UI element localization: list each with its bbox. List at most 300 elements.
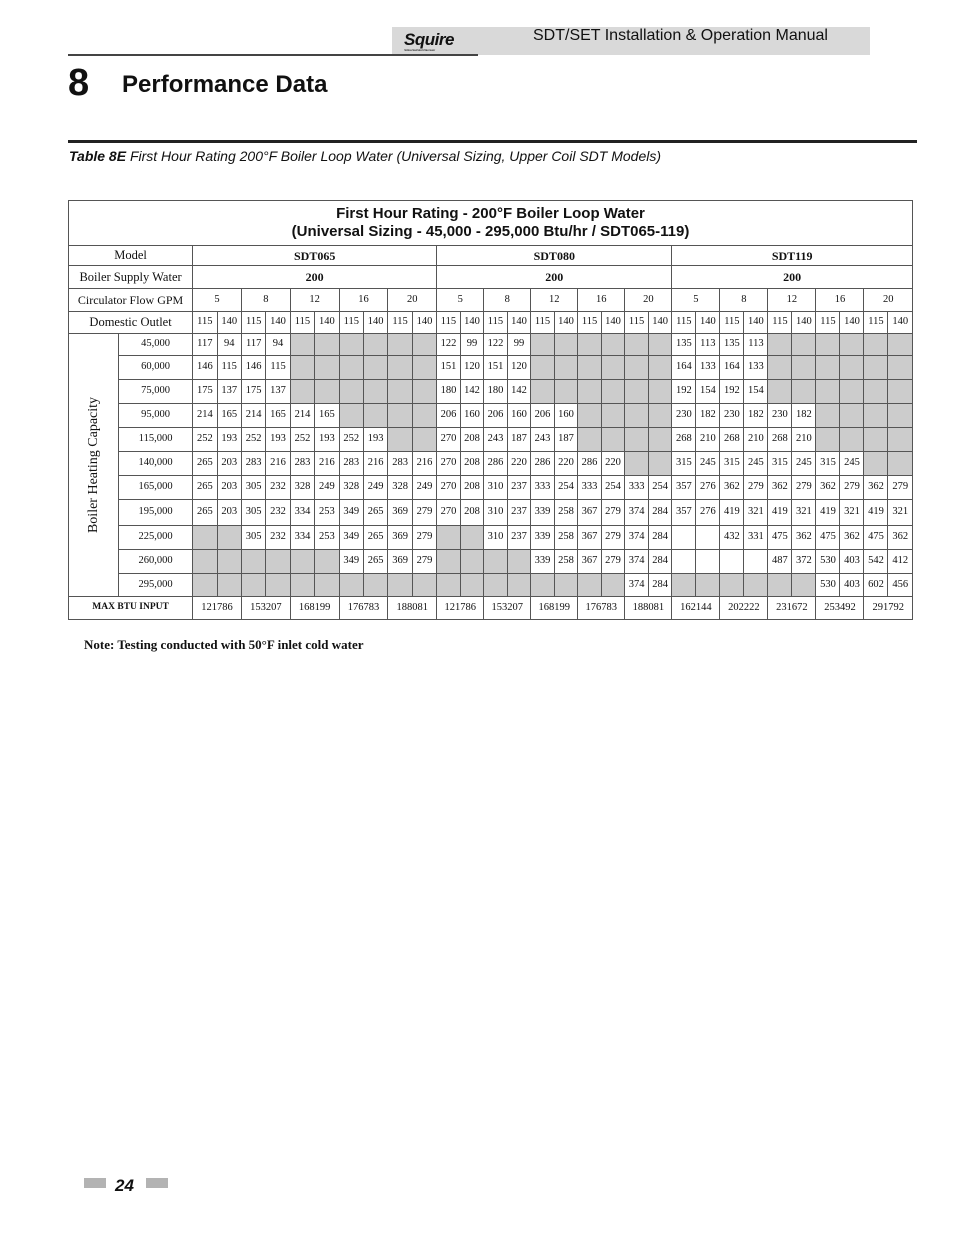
rating-cell: 120: [507, 356, 531, 380]
logo-tagline: Stainless Steel Indirect Water Heater: [404, 48, 435, 52]
rating-cell: 99: [460, 334, 484, 356]
na-cell: [193, 526, 217, 550]
rating-cell: 113: [696, 334, 720, 356]
na-cell: [864, 428, 888, 452]
rating-cell: 203: [217, 476, 241, 500]
rating-cell: 115: [266, 356, 290, 380]
rating-cell: 216: [266, 452, 290, 476]
outlet-temp-cell: 140: [601, 312, 625, 334]
na-cell: [388, 574, 412, 597]
max-btu-label: MAX BTU INPUT: [69, 597, 193, 620]
na-cell: [744, 574, 768, 597]
rating-cell: 419: [816, 500, 840, 526]
na-cell: [816, 428, 840, 452]
rating-cell: 265: [193, 476, 217, 500]
rating-cell: 321: [744, 500, 768, 526]
na-cell: [578, 428, 602, 452]
na-cell: [625, 356, 649, 380]
rating-cell: 245: [744, 452, 768, 476]
rating-cell: 253: [315, 526, 339, 550]
na-cell: [315, 356, 339, 380]
flow-gpm-cell: 16: [339, 289, 388, 312]
na-cell: [507, 574, 531, 597]
flow-gpm-cell: 16: [578, 289, 625, 312]
na-cell: [625, 334, 649, 356]
max-btu-value: 291792: [864, 597, 913, 620]
model-label: Model: [69, 246, 193, 266]
na-cell: [554, 574, 578, 597]
rating-cell: 254: [554, 476, 578, 500]
rating-cell: 122: [484, 334, 508, 356]
rating-cell: 279: [412, 550, 436, 574]
rating-cell: 187: [507, 428, 531, 452]
rating-cell: 305: [241, 476, 265, 500]
na-cell: [625, 452, 649, 476]
na-cell: [217, 550, 241, 574]
rating-cell: 208: [460, 476, 484, 500]
rating-cell: 349: [339, 526, 363, 550]
rating-cell: [696, 526, 720, 550]
rating-cell: 374: [625, 526, 649, 550]
rating-cell: 321: [888, 500, 913, 526]
flow-gpm-cell: 8: [241, 289, 290, 312]
rating-cell: 315: [720, 452, 744, 476]
na-cell: [241, 574, 265, 597]
na-cell: [578, 356, 602, 380]
na-cell: [266, 550, 290, 574]
na-cell: [290, 334, 314, 356]
manual-title: SDT/SET Installation & Operation Manual: [533, 27, 828, 44]
na-cell: [290, 380, 314, 404]
outlet-temp-cell: 115: [388, 312, 412, 334]
na-cell: [625, 404, 649, 428]
na-cell: [412, 428, 436, 452]
na-cell: [315, 550, 339, 574]
supply-temp-sdt080: 200: [437, 266, 672, 289]
rating-cell: 475: [816, 526, 840, 550]
rating-cell: 265: [193, 500, 217, 526]
na-cell: [554, 356, 578, 380]
rating-cell: 367: [578, 550, 602, 574]
outlet-temp-cell: 140: [507, 312, 531, 334]
rating-cell: 142: [460, 380, 484, 404]
na-cell: [840, 404, 864, 428]
rating-cell: 245: [696, 452, 720, 476]
na-cell: [888, 356, 913, 380]
na-cell: [193, 550, 217, 574]
rating-cell: 122: [437, 334, 461, 356]
max-btu-value: 153207: [484, 597, 531, 620]
na-cell: [460, 550, 484, 574]
table-row: [69, 452, 913, 476]
flow-gpm-cell: 20: [388, 289, 437, 312]
rating-cell: 268: [768, 428, 792, 452]
rating-cell: 270: [437, 500, 461, 526]
rating-cell: 362: [840, 526, 864, 550]
rating-cell: 362: [792, 526, 816, 550]
na-cell: [601, 574, 625, 597]
rating-cell: 328: [290, 476, 314, 500]
page-number: 24: [115, 1176, 134, 1195]
na-cell: [388, 334, 412, 356]
outlet-temp-cell: 115: [531, 312, 555, 334]
rating-cell: 412: [888, 550, 913, 574]
rating-cell: 374: [625, 550, 649, 574]
rating-cell: 237: [507, 526, 531, 550]
table-row: [69, 404, 913, 428]
rating-cell: 220: [554, 452, 578, 476]
rating-cell: 206: [531, 404, 555, 428]
rating-cell: 284: [648, 526, 672, 550]
rating-cell: 182: [696, 404, 720, 428]
capacity-value: 115,000: [119, 428, 193, 452]
rating-cell: 283: [388, 452, 412, 476]
rating-cell: 315: [816, 452, 840, 476]
rating-cell: [744, 550, 768, 574]
flow-gpm-cell: 5: [193, 289, 242, 312]
rating-cell: 203: [217, 500, 241, 526]
rating-cell: 310: [484, 526, 508, 550]
outlet-temp-cell: 115: [193, 312, 217, 334]
outlet-temp-cell: 115: [339, 312, 363, 334]
rating-cell: 362: [888, 526, 913, 550]
rating-cell: 133: [744, 356, 768, 380]
na-cell: [484, 550, 508, 574]
rating-cell: 252: [339, 428, 363, 452]
rating-cell: 237: [507, 476, 531, 500]
rating-cell: 203: [217, 452, 241, 476]
flow-gpm-cell: 5: [437, 289, 484, 312]
flow-gpm-cell: 12: [531, 289, 578, 312]
rating-cell: 362: [720, 476, 744, 500]
rating-cell: 328: [388, 476, 412, 500]
rating-cell: 276: [696, 476, 720, 500]
capacity-value: 45,000: [119, 334, 193, 356]
rating-cell: 232: [266, 476, 290, 500]
max-btu-value: 162144: [672, 597, 720, 620]
rating-cell: 339: [531, 526, 555, 550]
flow-gpm-cell: 8: [720, 289, 768, 312]
rating-cell: 220: [601, 452, 625, 476]
outlet-temp-cell: 140: [412, 312, 436, 334]
rating-cell: 135: [720, 334, 744, 356]
rating-cell: 258: [554, 500, 578, 526]
flow-gpm-cell: 12: [768, 289, 816, 312]
rating-cell: 214: [241, 404, 265, 428]
na-cell: [864, 334, 888, 356]
rating-cell: [720, 550, 744, 574]
na-cell: [601, 404, 625, 428]
rating-cell: 419: [720, 500, 744, 526]
rating-cell: 258: [554, 550, 578, 574]
rating-cell: 357: [672, 476, 696, 500]
na-cell: [339, 404, 363, 428]
na-cell: [531, 574, 555, 597]
rating-cell: 283: [290, 452, 314, 476]
rating-cell: 165: [217, 404, 241, 428]
na-cell: [266, 574, 290, 597]
section-number: 8: [68, 62, 90, 104]
na-cell: [315, 574, 339, 597]
na-cell: [437, 574, 461, 597]
rating-cell: 99: [507, 334, 531, 356]
outlet-temp-cell: 115: [720, 312, 744, 334]
rating-cell: 154: [696, 380, 720, 404]
rating-cell: 117: [193, 334, 217, 356]
table-title-line-1: First Hour Rating - 200°F Boiler Loop Water: [336, 205, 645, 222]
max-btu-value: 168199: [531, 597, 578, 620]
na-cell: [578, 574, 602, 597]
na-cell: [888, 334, 913, 356]
section-rule: [68, 140, 917, 143]
capacity-value: 195,000: [119, 500, 193, 526]
rating-cell: 252: [290, 428, 314, 452]
rating-cell: 249: [315, 476, 339, 500]
na-cell: [363, 404, 387, 428]
rating-cell: 160: [554, 404, 578, 428]
na-cell: [888, 428, 913, 452]
na-cell: [864, 380, 888, 404]
rating-cell: 530: [816, 550, 840, 574]
rating-cell: 286: [578, 452, 602, 476]
rating-cell: 349: [339, 500, 363, 526]
max-btu-row: [69, 597, 913, 620]
na-cell: [315, 380, 339, 404]
na-cell: [412, 404, 436, 428]
table-row: [69, 428, 913, 452]
rating-cell: 220: [507, 452, 531, 476]
supply-temp-sdt065: 200: [193, 266, 437, 289]
na-cell: [625, 380, 649, 404]
na-cell: [768, 334, 792, 356]
max-btu-value: 168199: [290, 597, 339, 620]
na-cell: [193, 574, 217, 597]
rating-cell: 362: [816, 476, 840, 500]
rating-cell: 237: [507, 500, 531, 526]
rating-cell: 333: [531, 476, 555, 500]
rating-cell: 208: [460, 500, 484, 526]
na-cell: [864, 404, 888, 428]
na-cell: [864, 452, 888, 476]
na-cell: [840, 356, 864, 380]
model-header-sdt080: SDT080: [437, 246, 672, 266]
rating-cell: 193: [363, 428, 387, 452]
na-cell: [290, 356, 314, 380]
rating-cell: 208: [460, 428, 484, 452]
capacity-value: 140,000: [119, 452, 193, 476]
outlet-temp-cell: 115: [672, 312, 696, 334]
rating-cell: 321: [840, 500, 864, 526]
rating-cell: 367: [578, 500, 602, 526]
rating-cell: 339: [531, 550, 555, 574]
na-cell: [601, 428, 625, 452]
rating-cell: 286: [531, 452, 555, 476]
outlet-temp-cell: 140: [363, 312, 387, 334]
na-cell: [840, 380, 864, 404]
rating-cell: 315: [768, 452, 792, 476]
na-cell: [792, 334, 816, 356]
rating-cell: 210: [744, 428, 768, 452]
rating-cell: 403: [840, 574, 864, 597]
rating-cell: 192: [672, 380, 696, 404]
flow-gpm-cell: 20: [625, 289, 672, 312]
outlet-temp-cell: 140: [648, 312, 672, 334]
table-row: [69, 574, 913, 597]
max-btu-value: 121786: [437, 597, 484, 620]
rating-cell: 115: [217, 356, 241, 380]
na-cell: [531, 356, 555, 380]
squire-logo: [404, 30, 476, 52]
na-cell: [531, 380, 555, 404]
capacity-value: 260,000: [119, 550, 193, 574]
na-cell: [437, 526, 461, 550]
outlet-temp-cell: 115: [578, 312, 602, 334]
rating-cell: 270: [437, 476, 461, 500]
na-cell: [554, 334, 578, 356]
max-btu-value: 176783: [578, 597, 625, 620]
na-cell: [290, 574, 314, 597]
na-cell: [217, 574, 241, 597]
na-cell: [460, 526, 484, 550]
rating-cell: 432: [720, 526, 744, 550]
rating-cell: 249: [363, 476, 387, 500]
outlet-temp-cell: 140: [696, 312, 720, 334]
rating-cell: 252: [193, 428, 217, 452]
capacity-axis-label: [69, 334, 119, 597]
rating-cell: 165: [266, 404, 290, 428]
na-cell: [363, 334, 387, 356]
na-cell: [625, 428, 649, 452]
outlet-temp-cell: 115: [241, 312, 265, 334]
rating-cell: 193: [315, 428, 339, 452]
rating-cell: 243: [484, 428, 508, 452]
rating-cell: 230: [672, 404, 696, 428]
rating-cell: 113: [744, 334, 768, 356]
na-cell: [840, 428, 864, 452]
rating-cell: 357: [672, 500, 696, 526]
na-cell: [507, 550, 531, 574]
rating-cell: 182: [792, 404, 816, 428]
rating-cell: 270: [437, 428, 461, 452]
na-cell: [648, 356, 672, 380]
outlet-temp-cell: 115: [864, 312, 888, 334]
capacity-value: 95,000: [119, 404, 193, 428]
rating-cell: 268: [672, 428, 696, 452]
rating-cell: 133: [696, 356, 720, 380]
rating-cell: 187: [554, 428, 578, 452]
rating-cell: 487: [768, 550, 792, 574]
capacity-axis-text: Boiler Heating Capacity: [85, 396, 101, 534]
table-caption: [69, 148, 661, 164]
na-cell: [412, 574, 436, 597]
model-header-sdt065: SDT065: [193, 246, 437, 266]
rating-cell: 283: [241, 452, 265, 476]
flow-gpm-cell: 20: [864, 289, 913, 312]
rating-cell: 310: [484, 476, 508, 500]
rating-cell: 135: [672, 334, 696, 356]
rating-cell: 180: [484, 380, 508, 404]
na-cell: [601, 334, 625, 356]
max-btu-value: 153207: [241, 597, 290, 620]
na-cell: [339, 334, 363, 356]
table-row: [69, 380, 913, 404]
na-cell: [648, 428, 672, 452]
rating-cell: 216: [315, 452, 339, 476]
header-rule: [68, 54, 478, 56]
rating-cell: 530: [816, 574, 840, 597]
rating-cell: 230: [768, 404, 792, 428]
flow-gpm-cell: 5: [672, 289, 720, 312]
outlet-temp-cell: 140: [744, 312, 768, 334]
rating-cell: 254: [601, 476, 625, 500]
rating-cell: [672, 526, 696, 550]
outlet-temp-cell: 115: [437, 312, 461, 334]
outlet-temp-cell: 140: [888, 312, 913, 334]
outlet-temp-cell: 140: [840, 312, 864, 334]
rating-cell: 180: [437, 380, 461, 404]
rating-cell: 403: [840, 550, 864, 574]
na-cell: [792, 356, 816, 380]
na-cell: [363, 574, 387, 597]
rating-cell: 362: [768, 476, 792, 500]
caption-text: First Hour Rating 200°F Boiler Loop Water (Universal Sizing, Upper Coil SDT Models): [126, 148, 662, 164]
rating-cell: 232: [266, 526, 290, 550]
na-cell: [840, 334, 864, 356]
logo-text: Squire: [404, 30, 454, 49]
outlet-temp-cell: 140: [792, 312, 816, 334]
rating-cell: 154: [744, 380, 768, 404]
na-cell: [388, 380, 412, 404]
table-title: [69, 201, 913, 246]
caption-label: Table 8E: [69, 148, 127, 164]
outlet-temp-cell: 140: [460, 312, 484, 334]
na-cell: [339, 356, 363, 380]
capacity-value: 165,000: [119, 476, 193, 500]
na-cell: [388, 428, 412, 452]
rating-cell: 249: [412, 476, 436, 500]
rating-cell: [696, 550, 720, 574]
rating-cell: 210: [696, 428, 720, 452]
page-bar-right: [146, 1178, 168, 1188]
rating-cell: 279: [744, 476, 768, 500]
rating-cell: 369: [388, 550, 412, 574]
rating-cell: 193: [217, 428, 241, 452]
rating-cell: 146: [193, 356, 217, 380]
rating-cell: 216: [363, 452, 387, 476]
na-cell: [241, 550, 265, 574]
rating-cell: 374: [625, 500, 649, 526]
rating-cell: 210: [792, 428, 816, 452]
na-cell: [388, 356, 412, 380]
max-btu-value: 188081: [388, 597, 437, 620]
rating-cell: 193: [266, 428, 290, 452]
na-cell: [816, 404, 840, 428]
flow-gpm-cell: 16: [816, 289, 864, 312]
na-cell: [864, 356, 888, 380]
rating-cell: 265: [193, 452, 217, 476]
na-cell: [339, 380, 363, 404]
rating-cell: 334: [290, 500, 314, 526]
rating-cell: 232: [266, 500, 290, 526]
na-cell: [888, 380, 913, 404]
rating-cell: 331: [744, 526, 768, 550]
na-cell: [648, 334, 672, 356]
rating-cell: 339: [531, 500, 555, 526]
na-cell: [578, 404, 602, 428]
na-cell: [888, 452, 913, 476]
rating-cell: 279: [412, 500, 436, 526]
rating-cell: 164: [720, 356, 744, 380]
